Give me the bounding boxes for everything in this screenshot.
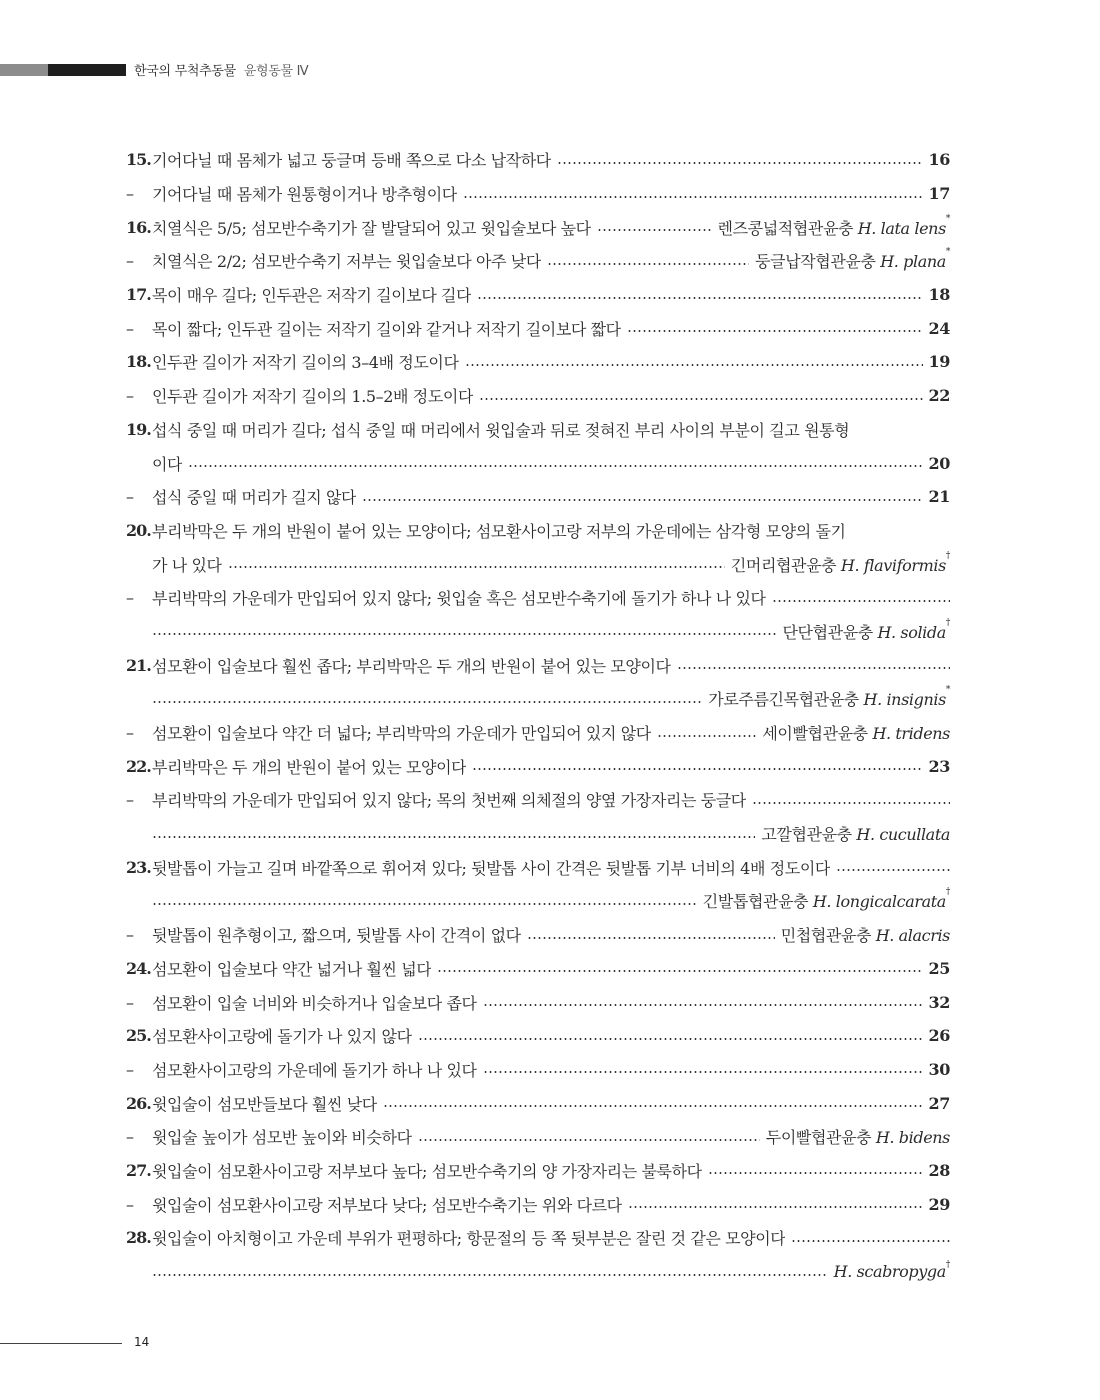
dot-leader <box>483 1004 923 1006</box>
dot-leader <box>188 465 922 467</box>
key-line <box>126 1255 950 1289</box>
key-text: 섬모환이 입술보다 약간 더 넓다; 부리박막의 가운데가 만입되어 있지 않다 <box>152 724 651 744</box>
couplet-number: 25. <box>126 1026 151 1046</box>
key-text: 윗입술이 아치형이고 가운데 부위가 편평하다; 항문절의 등 쪽 뒷부분은 잘린 것 같은 모양이다 <box>152 1229 786 1249</box>
status-mark: † <box>945 1260 950 1271</box>
couplet-number: 15. <box>126 150 151 170</box>
dot-leader <box>483 1071 923 1073</box>
dot-leader <box>437 970 922 972</box>
key-line <box>126 1187 950 1221</box>
species-name <box>782 617 950 643</box>
key-line <box>126 952 950 986</box>
key-line <box>126 1221 950 1255</box>
dot-leader <box>418 1139 760 1141</box>
dot-leader <box>152 836 755 838</box>
status-mark: † <box>945 550 950 561</box>
key-text: 섬모환이 입술보다 약간 넓거나 훨씬 넓다 <box>152 959 432 979</box>
dot-leader <box>383 1105 923 1107</box>
couplet-dash: – <box>126 1194 134 1214</box>
dot-leader <box>418 1038 923 1040</box>
status-mark: * <box>945 685 950 696</box>
header-bar-light <box>0 64 48 76</box>
target-couplet: 16 <box>928 150 950 170</box>
couplet-number: 20. <box>126 520 151 540</box>
couplet-number: 18. <box>126 352 151 372</box>
key-text: 인두관 길이가 저작기 길이의 3–4배 정도이다 <box>152 353 459 373</box>
latin-name: H. scabropyga <box>833 1262 946 1282</box>
couplet-number: 27. <box>126 1160 151 1180</box>
dot-leader <box>152 1274 828 1276</box>
target-couplet: 28 <box>928 1160 950 1180</box>
target-couplet: 21 <box>928 487 950 507</box>
key-line <box>126 1086 950 1120</box>
dot-leader <box>752 802 950 804</box>
latin-name: H. alacris <box>875 926 950 946</box>
dot-leader <box>627 330 923 332</box>
couplet-dash: – <box>126 588 134 608</box>
key-text: 부리박막은 두 개의 반원이 붙어 있는 모양이다; 섬모환사이고랑 저부의 가운데에는 삼각형 모양의 돌기 <box>152 521 846 541</box>
korean-name: 긴머리협관윤충 <box>730 555 837 575</box>
key-line <box>126 581 950 615</box>
key-text: 목이 매우 길다; 인두관은 저작기 길이보다 길다 <box>152 286 472 306</box>
couplet-number: 21. <box>126 655 151 675</box>
couplet-number: 23. <box>126 857 151 877</box>
key-text: 섬모환이 입술 너비와 비슷하거나 입술보다 좁다 <box>152 993 477 1013</box>
target-couplet: 32 <box>928 992 950 1012</box>
key-line <box>126 547 950 581</box>
key-text: 가 나 있다 <box>152 555 222 575</box>
species-name <box>766 1125 950 1148</box>
key-line <box>126 446 950 480</box>
key-line <box>126 682 950 716</box>
dot-leader <box>472 768 922 770</box>
couplet-number: 24. <box>126 958 151 978</box>
key-line <box>126 177 950 211</box>
key-line <box>126 716 950 750</box>
couplet-number: 26. <box>126 1093 151 1113</box>
key-text: 섬모환이 입술보다 훨씬 좁다; 부리박막은 두 개의 반원이 붙어 있는 모양이다 <box>152 656 671 676</box>
key-text: 뒷발톱이 가늘고 길며 바깥쪽으로 휘어져 있다; 뒷발톱 사이 간격은 뒷발톱 기부 너비의 4배 정도이다 <box>152 858 830 878</box>
dot-leader <box>791 1240 950 1242</box>
key-line <box>126 918 950 952</box>
key-line <box>126 143 950 177</box>
key-line <box>126 985 950 1019</box>
key-text: 섭식 중일 때 머리가 길지 않다 <box>152 488 357 508</box>
status-mark: † <box>945 617 950 628</box>
key-line <box>126 817 950 851</box>
key-line <box>126 278 950 312</box>
latin-name: H. lata lens <box>857 218 946 238</box>
korean-name: 세이빨협관윤충 <box>762 724 868 744</box>
dot-leader <box>228 566 725 568</box>
key-line <box>126 210 950 244</box>
dot-leader <box>772 600 950 602</box>
key-text: 윗입술 높이가 섬모반 높이와 비슷하다 <box>152 1128 412 1148</box>
dot-leader <box>677 667 950 669</box>
key-line <box>126 311 950 345</box>
species-name <box>730 550 950 576</box>
dot-leader <box>628 1206 923 1208</box>
dot-leader <box>708 1172 923 1174</box>
couplet-dash: – <box>126 925 134 945</box>
couplet-number: 17. <box>126 285 151 305</box>
target-couplet: 30 <box>928 1059 950 1079</box>
latin-name: H. plana <box>880 252 946 272</box>
dot-leader <box>477 297 922 299</box>
korean-name: 렌즈콩넓적협관윤충 <box>717 218 854 238</box>
target-couplet: 24 <box>928 318 950 338</box>
key-text: 부리박막은 두 개의 반원이 붙어 있는 모양이다 <box>152 757 467 777</box>
dot-leader <box>465 364 923 366</box>
book-title: 한국의 무척추동물 <box>134 64 236 79</box>
species-name <box>781 923 950 946</box>
dot-leader <box>527 937 775 939</box>
couplet-number: 28. <box>126 1228 151 1248</box>
dot-leader <box>152 903 697 905</box>
key-text: 기어다닐 때 몸체가 넓고 둥글며 등배 쪽으로 다소 납작하다 <box>152 151 551 171</box>
key-text: 섭식 중일 때 머리가 길다; 섭식 중일 때 머리에서 윗입술과 뒤로 젖혀진 부리 사이의 부분이 길고 원통형 <box>152 420 850 440</box>
key-text: 인두관 길이가 저작기 길이의 1.5–2배 정도이다 <box>152 387 474 407</box>
korean-name: 둥글납작협관윤충 <box>755 252 876 272</box>
key-line <box>126 850 950 884</box>
dot-leader <box>362 499 922 501</box>
dot-leader <box>597 229 712 231</box>
target-couplet: 26 <box>928 1026 950 1046</box>
status-mark: * <box>945 247 950 258</box>
identification-key <box>126 143 950 1288</box>
key-text: 부리박막의 가운데가 만입되어 있지 않다; 목의 첫번째 의체절의 양옆 가장자리는 둥글다 <box>152 791 746 811</box>
species-name <box>834 1262 950 1281</box>
couplet-dash: – <box>126 184 134 204</box>
dot-leader <box>152 701 702 703</box>
key-text: 윗입술이 섬모반들보다 훨씬 낮다 <box>152 1094 377 1114</box>
species-name <box>755 249 950 272</box>
key-text: 뒷발톱이 원추형이고, 짧으며, 뒷발톱 사이 간격이 없다 <box>152 926 521 946</box>
species-name <box>762 721 950 744</box>
latin-name: H. insignis <box>863 690 946 710</box>
target-couplet: 25 <box>928 958 950 978</box>
running-header <box>134 60 308 79</box>
key-line <box>126 783 950 817</box>
dot-leader <box>547 263 749 265</box>
key-line <box>126 1053 950 1087</box>
header-bar-dark <box>48 64 126 76</box>
status-mark: * <box>945 213 950 224</box>
target-couplet: 17 <box>928 184 950 204</box>
key-line <box>126 1154 950 1188</box>
korean-name: 민첩협관윤충 <box>780 926 872 946</box>
latin-name: H. flaviformis <box>840 555 946 575</box>
key-line <box>126 1019 950 1053</box>
couplet-dash: – <box>126 386 134 406</box>
target-couplet: 27 <box>928 1093 950 1113</box>
key-text: 치열식은 5/5; 섬모반수축기가 잘 발달되어 있고 윗입술보다 높다 <box>152 218 591 238</box>
species-name <box>717 213 950 239</box>
status-mark: † <box>945 887 950 898</box>
korean-name: 가로주름긴목협관윤충 <box>708 690 859 710</box>
key-text: 섬모환사이고랑에 돌기가 나 있지 않다 <box>152 1027 412 1047</box>
couplet-dash: – <box>126 1059 134 1079</box>
couplet-number: 22. <box>126 756 151 776</box>
key-line <box>126 514 950 548</box>
key-line <box>126 379 950 413</box>
dot-leader <box>479 398 923 400</box>
couplet-number: 16. <box>126 217 151 237</box>
key-line <box>126 1120 950 1154</box>
key-text: 섬모환사이고랑의 가운데에 돌기가 하나 나 있다 <box>152 1060 477 1080</box>
book-subtitle: 윤형동물 Ⅳ <box>243 64 309 79</box>
latin-name: H. solida <box>877 622 946 642</box>
key-line <box>126 615 950 649</box>
species-name <box>761 822 950 845</box>
latin-name: H. bidens <box>875 1128 950 1148</box>
page-number: 14 <box>134 1335 150 1349</box>
key-text: 윗입술이 섬모환사이고랑 저부보다 높다; 섬모반수축기의 양 가장자리는 불룩하다 <box>152 1161 702 1181</box>
korean-name: 고깔협관윤충 <box>761 825 852 845</box>
couplet-dash: – <box>126 723 134 743</box>
dot-leader <box>463 196 923 198</box>
key-text: 목이 짧다; 인두관 길이는 저작기 길이와 같거나 저작기 길이보다 짧다 <box>152 319 621 339</box>
key-text: 윗입술이 섬모환사이고랑 저부보다 낮다; 섬모반수축기는 위와 다르다 <box>152 1195 622 1215</box>
latin-name: H. cucullata <box>856 825 950 845</box>
latin-name: H. longicalcarata <box>812 892 946 912</box>
key-text: 이다 <box>152 454 183 474</box>
key-line <box>126 749 950 783</box>
key-text: 치열식은 2/2; 섬모반수축기 저부는 윗입술보다 아주 낮다 <box>152 252 541 272</box>
dot-leader <box>836 869 950 871</box>
couplet-dash: – <box>126 251 134 271</box>
target-couplet: 29 <box>928 1194 950 1214</box>
target-couplet: 23 <box>928 756 950 776</box>
korean-name: 단단협관윤충 <box>782 622 873 642</box>
key-line <box>126 480 950 514</box>
couplet-dash: – <box>126 1127 134 1147</box>
dot-leader <box>657 735 756 737</box>
couplet-dash: – <box>126 992 134 1012</box>
key-text: 기어다닐 때 몸체가 원통형이거나 방추형이다 <box>152 185 457 205</box>
dot-leader <box>557 162 923 164</box>
footer-rule <box>0 1343 122 1344</box>
target-couplet: 22 <box>928 386 950 406</box>
target-couplet: 18 <box>928 285 950 305</box>
dot-leader <box>152 633 776 635</box>
couplet-dash: – <box>126 318 134 338</box>
korean-name: 긴발톱협관윤충 <box>702 892 809 912</box>
couplet-dash: – <box>126 790 134 810</box>
latin-name: H. tridens <box>872 724 950 744</box>
key-line <box>126 884 950 918</box>
couplet-dash: – <box>126 487 134 507</box>
target-couplet: 20 <box>928 453 950 473</box>
korean-name: 두이빨협관윤충 <box>765 1128 872 1148</box>
key-line <box>126 244 950 278</box>
key-line <box>126 413 950 447</box>
key-line <box>126 345 950 379</box>
target-couplet: 19 <box>928 352 950 372</box>
species-name <box>703 889 950 912</box>
couplet-number: 19. <box>126 419 151 439</box>
key-text: 부리박막의 가운데가 만입되어 있지 않다; 윗입술 혹은 섬모반수축기에 돌기가 하나 나 있다 <box>152 589 766 609</box>
species-name <box>708 687 950 710</box>
key-line <box>126 648 950 682</box>
